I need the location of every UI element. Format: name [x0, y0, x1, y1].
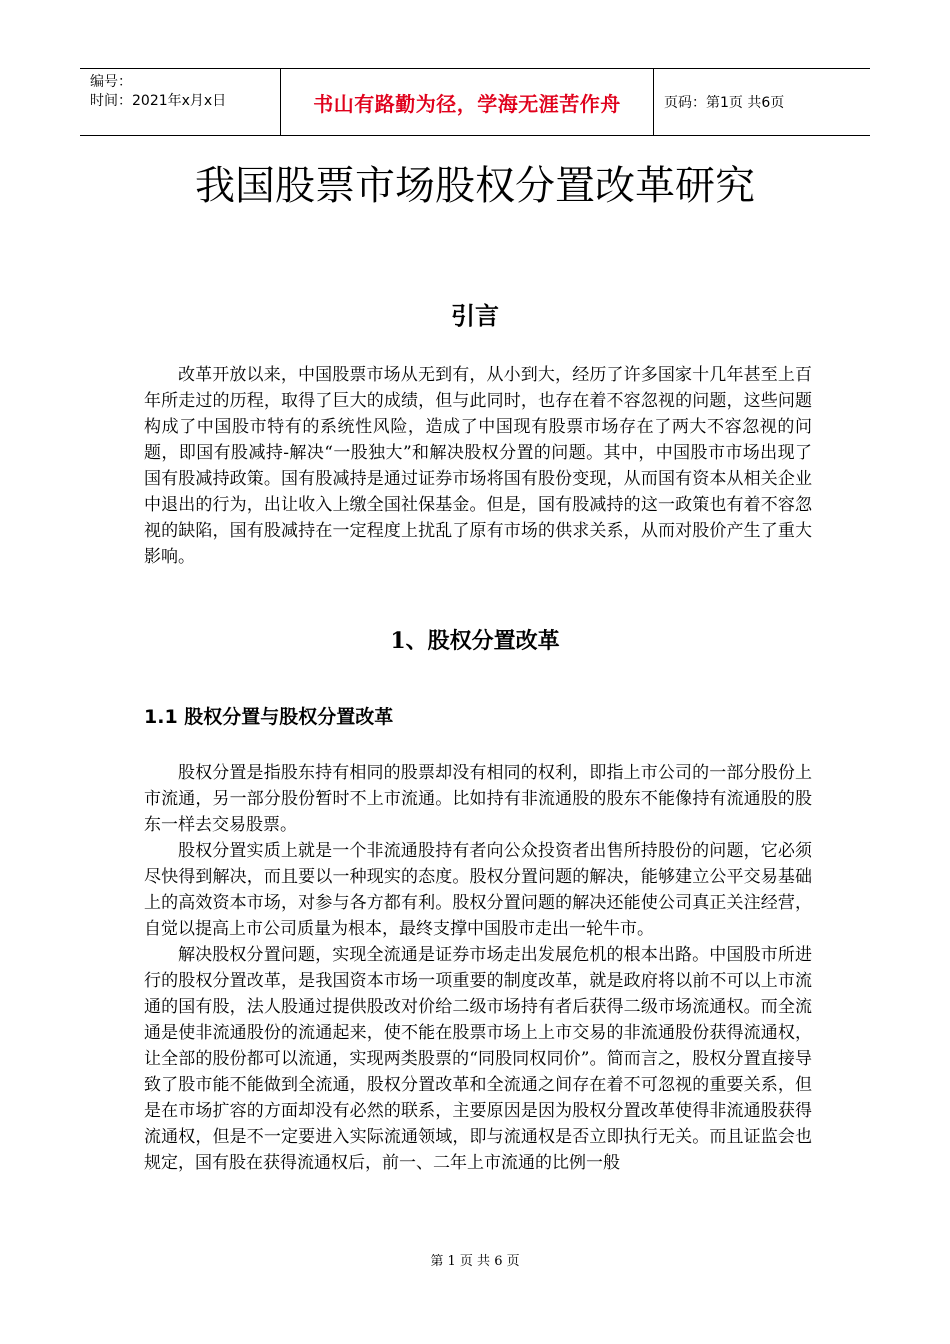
- body-paragraph: 解决股权分置问题，实现全流通是证券市场走出发展危机的根本出路。中国股市所进行的股权分置改革，是我国资本市场一项重要的制度改革，就是政府将以前不可以上市流通的国有股，法人股通过提供股改对价给二级市场持有者后获得二级市场流通权。而全流通是使非流通股份的流通起来，使不能在股票市场上上市交易的非流通股份获得流通权，让全部的股份都可以流通，实现两类股票的“同股同权同价”。简而言之，股权分置直接导致了股市能不能做到全流通，股权分置改革和全流通之间存在着不可忽视的重要关系，但是在市场扩容的方面却没有必然的联系，主要原因是因为股权分置改革使得非流通股获得流通权，但是不一定要进入实际流通领域，即与流通权是否立即执行无关。而且证监会也规定，国有股在获得流通权后，前一、二年上市流通的比例一般: [144, 945, 812, 1173]
- section-1-1-body: [144, 760, 812, 1176]
- header-motto: 书山有路勤为径，学海无涯苦作舟: [313, 91, 621, 116]
- header-motto-cell: [281, 69, 654, 135]
- body-paragraph: 股权分置实质上就是一个非流通股持有者向公众投资者出售所持股份的问题，它必须尽快得到解决，而且要以一种现实的态度。股权分置问题的解决，能够建立公平交易基础上的高效资本市场，对参与各方都有利。股权分置问题的解决还能使公司真正关注经营，自觉以提高上市公司质量为根本，最终支撑中国股市走出一轮牛市。: [144, 841, 812, 939]
- document-header-table: [80, 68, 870, 136]
- intro-paragraph: 改革开放以来，中国股票市场从无到有，从小到大，经历了许多国家十几年甚至上百年所走过的历程，取得了巨大的成绩，但与此同时，也存在着不容忽视的问题，这些问题构成了中国股市特有的系统性风险，造成了中国现有股票市场存在了两大不容忽视的问题，即国有股减持-解决“一股独大”和解决股权分置的问题。其中，中国股市市场出现了国有股减持政策。国有股减持是通过证券市场将国有股份变现，从而国有资本从相关企业中退出的行为，出让收入上缴全国社保基金。但是，国有股减持的这一政策也有着不容忽视的缺陷，国有股减持在一定程度上扰乱了原有市场的供求关系，从而对股价产生了重大影响。: [144, 365, 812, 567]
- document-title: 我国股票市场股权分置改革研究: [195, 163, 755, 209]
- document-date-label: 时间：2021年x月x日: [90, 93, 227, 109]
- body-paragraph: 股权分置是指股东持有相同的股票却没有相同的权利，即指上市公司的一部分股份上市流通，另一部分股份暂时不上市流通。比如持有非流通股的股东不能像持有流通股的股东一样去交易股票。: [144, 763, 812, 835]
- header-meta-cell: [80, 69, 281, 135]
- section-1-heading: 1、股权分置改革: [390, 628, 560, 654]
- document-number-label: 编号：: [90, 74, 132, 90]
- section-1-1-heading: 1.1 股权分置与股权分置改革: [144, 706, 394, 728]
- page-footer: 第 1 页 共 6 页: [430, 1254, 520, 1269]
- header-page-cell: [654, 69, 870, 135]
- intro-heading: 引言: [451, 302, 499, 330]
- header-page-code: 页码：第1页 共6页: [664, 95, 785, 111]
- intro-body: [144, 362, 812, 570]
